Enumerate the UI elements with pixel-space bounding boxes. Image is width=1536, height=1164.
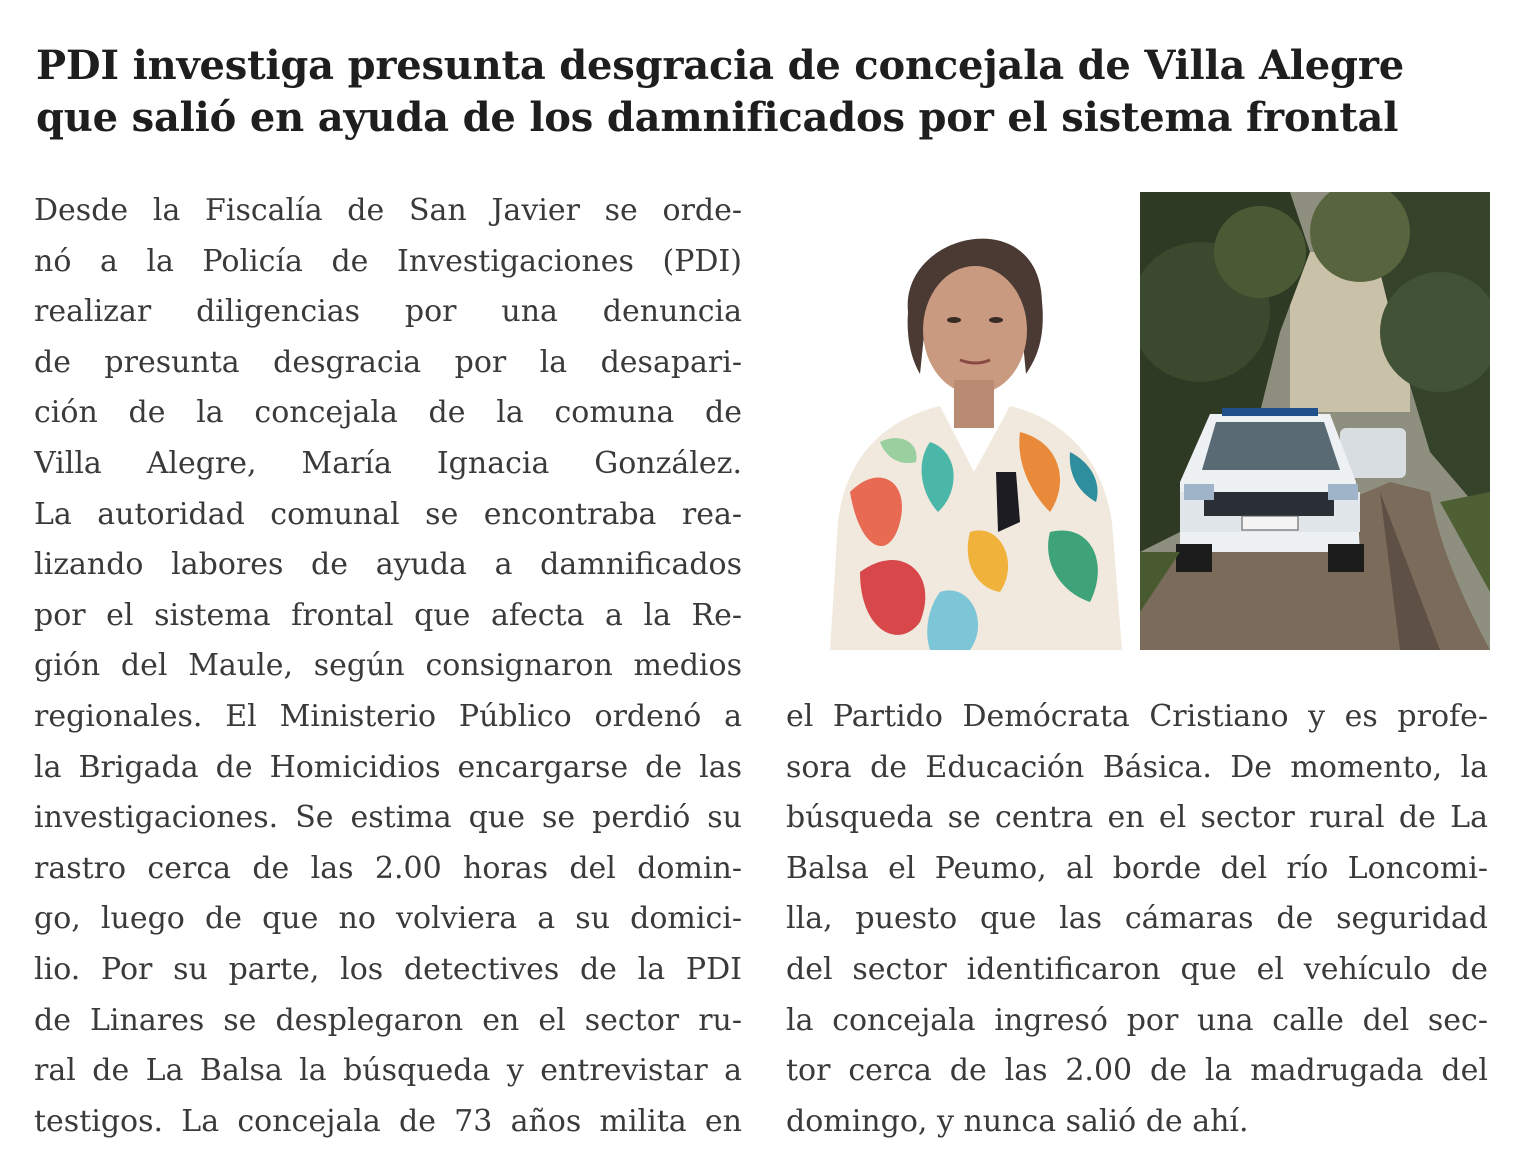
body-line: realizar diligencias por una denuncia [34,294,742,330]
body-line: lizando labores de ayuda a damnificados [34,547,742,583]
body-line: regionales. El Ministerio Público ordenó a [34,698,742,734]
portrait-illustration [820,192,1126,650]
body-line: La autoridad comunal se encontraba rea- [34,496,742,532]
body-line: búsqueda se centra en el sector rural de La [786,800,1488,836]
body-line: investigaciones. Se estima que se perdió su [34,800,742,836]
headline [36,40,1506,144]
body-line: el Partido Demócrata Cristiano y es profe- [786,699,1488,734]
body-line: lio. Por su parte, los detectives de la PDI [34,951,742,987]
body-line: de Linares se desplegaron en el sector ru- [34,1002,742,1038]
body-line: Desde la Fiscalía de San Javier se orde- [34,193,742,228]
body-line: lla, puesto que las cámaras de seguridad [786,901,1488,937]
body-line: nó a la Policía de Investigaciones (PDI) [34,243,742,279]
headline-line-2: que salió en ayuda de los damnificados por el sistema frontal [36,94,1399,141]
body-line: la concejala ingresó por una calle del sec- [786,1002,1488,1038]
police-scene-photo [1140,192,1490,650]
article-body-right-column [786,692,1488,1147]
headline-line-1: PDI investiga presunta desgracia de concejala de Villa Alegre [36,42,1404,89]
body-line: ral de La Balsa la búsqueda y entrevistar a [34,1053,742,1089]
article-body-left-column [34,186,742,1147]
body-line: la Brigada de Homicidios encargarse de las [34,749,742,785]
body-line: testigos. La concejala de 73 años milita en [34,1103,742,1139]
body-line: del sector identificaron que el vehículo de [786,951,1488,987]
body-line: ción de la concejala de la comuna de [34,395,742,431]
scene-illustration [1140,192,1490,650]
body-line: Villa Alegre, María Ignacia González. [34,445,742,481]
portrait-photo [820,192,1126,650]
body-line: gión del Maule, según consignaron medios [34,648,742,684]
body-line: por el sistema frontal que afecta a la Re- [34,597,742,633]
body-line: de presunta desgracia por la desapari- [34,344,742,380]
body-line: Balsa el Peumo, al borde del río Loncomi- [786,850,1488,886]
body-line: go, luego de que no volviera a su domici- [34,901,742,937]
body-line: tor cerca de las 2.00 de la madrugada del [786,1053,1488,1089]
body-line: rastro cerca de las 2.00 horas del domin- [34,850,742,886]
body-line: sora de Educación Básica. De momento, la [786,749,1488,785]
body-line: domingo, y nunca salió de ahí. [786,1103,1249,1139]
